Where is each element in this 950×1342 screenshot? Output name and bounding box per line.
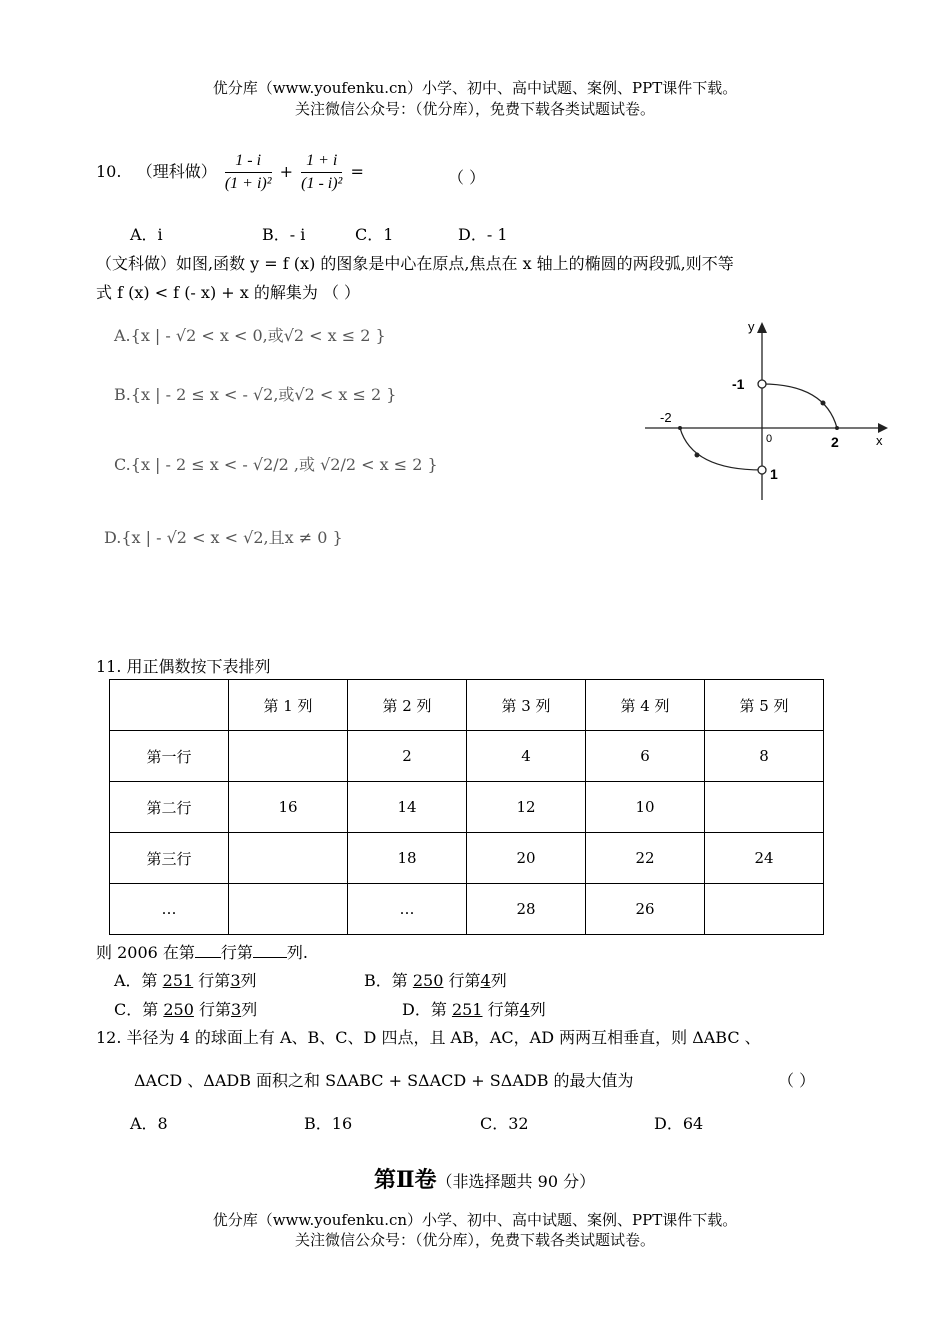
q11-opt-c-mid: 行第 — [198, 1000, 231, 1019]
table-cell — [705, 782, 824, 833]
table-cell: 16 — [229, 782, 348, 833]
table-cell — [229, 731, 348, 782]
q12-option-c: C．32 — [480, 1114, 529, 1133]
table-header-cell — [110, 680, 229, 731]
q11-blank-row — [195, 941, 221, 958]
q12-line-1: 12. 半径为 4 的球面上有 A、B、C、D 四点，且 AB，AC，AD 两两互相垂直，则 ΔABC 、 — [96, 1028, 761, 1047]
q10-frac2-denominator: (1 - i)² — [301, 175, 343, 192]
q11-opt-b-mid: 行第 — [448, 971, 481, 990]
graph-y-label: y — [748, 319, 755, 334]
table-cell: 10 — [586, 782, 705, 833]
q10-wen-option-a: A.{x | - √2 < x < 0,或√2 < x ≤ 2 } — [114, 326, 386, 345]
dot-lower — [695, 453, 700, 458]
y-axis-arrow-icon — [757, 322, 767, 333]
table-cell: 26 — [586, 884, 705, 935]
q11-opt-c-prefix: C．第 — [114, 1000, 159, 1019]
q11-opt-b-col: 4 — [480, 971, 491, 990]
q11-option-a — [114, 968, 257, 991]
q10-option-c: C．1 — [355, 225, 394, 244]
table-row — [110, 782, 824, 833]
q11-opt-b-row: 250 — [412, 971, 444, 990]
q11-opt-a-row: 251 — [162, 971, 194, 990]
table-cell — [229, 833, 348, 884]
table-cell: 第三行 — [110, 833, 229, 884]
q12-answer-paren: （ ） — [778, 1071, 816, 1090]
q11-question — [96, 940, 308, 963]
ellipse-arcs-graph — [640, 318, 900, 508]
q11-opt-d-col: 4 — [519, 1000, 530, 1019]
q10-wen-option-b: B.{x | - 2 ≤ x < - √2,或√2 < x ≤ 2 } — [114, 385, 397, 404]
q10-fraction-2 — [301, 152, 342, 193]
q11-option-b — [364, 968, 507, 991]
q10-plus: + — [279, 162, 294, 181]
footer-line-1: 优分库（www.youfenku.cn）小学、初中、高中试题、案例、PPT课件下载。 — [212, 1211, 738, 1229]
graph-neg-one-label: -1 — [732, 376, 745, 392]
q12-line-2: ΔACD 、ΔADB 面积之和 SΔABC + SΔACD + SΔADB 的最大值为 — [134, 1071, 634, 1090]
section-2-subtitle: （非选择题共 90 分） — [436, 1172, 596, 1191]
even-number-table — [109, 679, 824, 935]
table-row — [110, 731, 824, 782]
table-cell: 第二行 — [110, 782, 229, 833]
header-line-1: 优分库（www.youfenku.cn）小学、初中、高中试题、案例、PPT课件下载。 — [212, 79, 738, 97]
table-cell — [705, 884, 824, 935]
q11-question-b: 行第 — [220, 943, 253, 962]
q11-opt-d-suffix: 列 — [529, 1000, 546, 1019]
q11-opt-a-suffix: 列 — [240, 971, 257, 990]
table-header-cell: 第 4 列 — [586, 680, 705, 731]
q11-opt-b-suffix: 列 — [490, 971, 507, 990]
graph-pos-two-label: 2 — [831, 434, 839, 450]
table-cell: … — [110, 884, 229, 935]
graph-neg-two-label: -2 — [660, 410, 672, 425]
q11-question-a: 则 2006 在第 — [96, 943, 195, 962]
dot-neg-two — [678, 426, 682, 430]
table-cell: 6 — [586, 731, 705, 782]
open-point-upper — [758, 380, 766, 388]
q10-equals: = — [350, 162, 364, 181]
table-row — [110, 884, 824, 935]
table-header-cell: 第 2 列 — [348, 680, 467, 731]
table-cell: 20 — [467, 833, 586, 884]
table-cell: 24 — [705, 833, 824, 884]
q10-number: 10. — [96, 162, 122, 181]
q10-fraction-1 — [225, 152, 272, 193]
q11-opt-c-row: 250 — [163, 1000, 194, 1019]
table-cell: 22 — [586, 833, 705, 884]
q10-wen-option-d: D.{x | - √2 < x < √2,且x ≠ 0 } — [104, 528, 343, 547]
graph-x-label: x — [876, 433, 883, 448]
q11-opt-c-col: 3 — [231, 1000, 242, 1019]
dot-upper — [821, 401, 826, 406]
q10-wen-option-c: C.{x | - 2 ≤ x < - √2/2 ,或 √2/2 < x ≤ 2 } — [114, 455, 438, 474]
q11-title: 11. 用正偶数按下表排列 — [96, 657, 271, 676]
q11-blank-col — [253, 941, 287, 958]
table-cell: 14 — [348, 782, 467, 833]
footer-line-2: 关注微信公众号：（优分库），免费下载各类试题试卷。 — [294, 1231, 655, 1249]
q10-option-b: B．- i — [262, 225, 306, 244]
q11-opt-d-row: 251 — [451, 1000, 483, 1019]
graph-pos-one-label: 1 — [770, 466, 778, 482]
q10-wen-line-2: 式 f (x) < f (- x) + x 的解集为 （ ） — [96, 283, 361, 302]
table-cell: 4 — [467, 731, 586, 782]
graph-origin-label: 0 — [766, 433, 773, 445]
q12-option-d: D．64 — [654, 1114, 704, 1133]
q11-opt-d-prefix: D．第 — [402, 1000, 447, 1019]
table-cell: 18 — [348, 833, 467, 884]
x-axis-arrow-icon — [878, 423, 888, 433]
table-cell: 12 — [467, 782, 586, 833]
q11-option-d — [402, 997, 546, 1020]
q12-option-a: A．8 — [130, 1114, 168, 1133]
q11-opt-c-suffix: 列 — [241, 1000, 258, 1019]
q10-option-d: D．- 1 — [458, 225, 508, 244]
table-header-row — [110, 680, 824, 731]
table-row — [110, 833, 824, 884]
q10-wen-line-1: （文科做）如图,函数 y = f (x) 的图象是中心在原点,焦点在 x 轴上的椭圆的两段弧,则不等 — [96, 254, 734, 273]
q12-option-b: B．16 — [304, 1114, 353, 1133]
q10-frac1-denominator: (1 + i)² — [224, 175, 272, 192]
q11-opt-a-prefix: A．第 — [114, 971, 158, 990]
q10-option-a: A．i — [130, 225, 163, 244]
table-header-cell: 第 5 列 — [705, 680, 824, 731]
q10-tag: （理科做） — [136, 162, 217, 181]
q11-opt-d-mid: 行第 — [487, 1000, 520, 1019]
q10-frac2-numerator: 1 + i — [301, 152, 342, 173]
q10-frac1-numerator: 1 - i — [225, 152, 272, 173]
header-line-2: 关注微信公众号：（优分库），免费下载各类试题试卷。 — [294, 100, 655, 118]
open-point-lower — [758, 466, 766, 474]
q11-question-c: 列. — [286, 943, 309, 962]
table-cell: 2 — [348, 731, 467, 782]
table-cell: 8 — [705, 731, 824, 782]
table-header-cell: 第 1 列 — [229, 680, 348, 731]
q10-row — [96, 152, 364, 193]
table-cell — [229, 884, 348, 935]
q10-answer-paren: （ ） — [448, 168, 486, 187]
upper-arc — [762, 384, 837, 428]
table-cell: 28 — [467, 884, 586, 935]
q11-opt-a-mid: 行第 — [198, 971, 231, 990]
lower-arc — [680, 428, 762, 470]
q11-opt-a-col: 3 — [230, 971, 241, 990]
section-2-heading — [374, 1163, 595, 1194]
q11-opt-b-prefix: B．第 — [364, 971, 408, 990]
section-2-title: 第Ⅱ卷 — [374, 1167, 437, 1193]
table-cell: … — [348, 884, 467, 935]
table-cell: 第一行 — [110, 731, 229, 782]
dot-pos-two — [835, 426, 839, 430]
q11-option-c — [114, 997, 257, 1020]
table-header-cell: 第 3 列 — [467, 680, 586, 731]
